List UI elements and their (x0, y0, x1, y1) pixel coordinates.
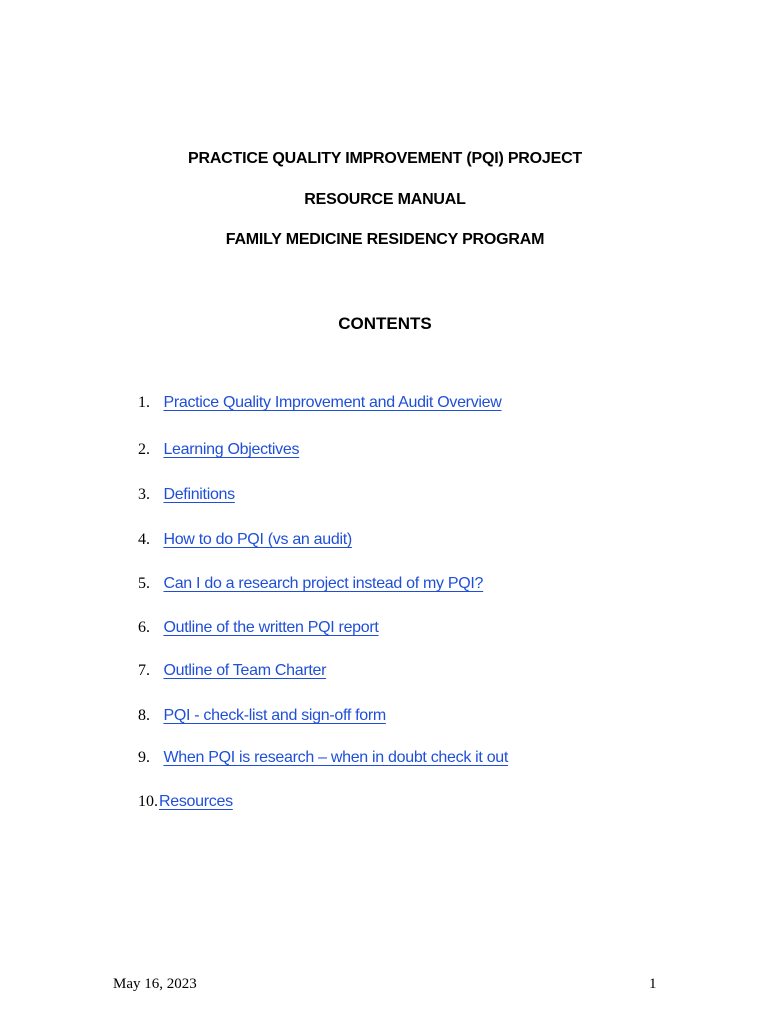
toc-item-6 (138, 619, 379, 637)
toc-link-definitions[interactable]: Definitions (163, 486, 235, 503)
toc-item-4 (138, 531, 352, 549)
toc-item-10 (138, 793, 233, 811)
toc-link-pqi-is-research[interactable]: When PQI is research – when in doubt check it out (163, 749, 509, 766)
title-line-3: FAMILY MEDICINE RESIDENCY PROGRAM (225, 231, 545, 248)
toc-item-9 (138, 749, 508, 767)
toc-item-5 (138, 575, 483, 593)
toc-number: 2. (138, 441, 150, 458)
toc-number: 4. (138, 531, 150, 548)
toc-number: 9. (138, 749, 150, 766)
toc-link-team-charter[interactable]: Outline of Team Charter (163, 662, 327, 679)
toc-link-learning-objectives[interactable]: Learning Objectives (163, 441, 300, 458)
toc-link-checklist-signoff[interactable]: PQI - check-list and sign-off form (163, 707, 386, 724)
toc-item-2 (138, 441, 299, 459)
toc-number: 8. (138, 707, 150, 724)
toc-link-overview[interactable]: Practice Quality Improvement and Audit Overview (163, 394, 502, 411)
toc-number: 5. (138, 575, 150, 592)
toc-link-written-report[interactable]: Outline of the written PQI report (163, 619, 379, 636)
title-line-2: RESOURCE MANUAL (304, 191, 466, 208)
toc-item-1 (138, 394, 502, 412)
title-line-1: PRACTICE QUALITY IMPROVEMENT (PQI) PROJECT (188, 150, 582, 167)
contents-heading: CONTENTS (338, 314, 432, 333)
toc-item-8 (138, 707, 386, 725)
toc-item-3 (138, 486, 235, 504)
toc-link-research-project[interactable]: Can I do a research project instead of my PQI? (163, 575, 484, 592)
toc-number: 1. (138, 394, 150, 411)
toc-link-resources[interactable]: Resources (159, 793, 233, 810)
page-number: 1 (649, 976, 657, 992)
toc-number: 10. (138, 793, 158, 810)
toc-number: 3. (138, 486, 150, 503)
toc-number: 6. (138, 619, 150, 636)
toc-number: 7. (138, 662, 150, 679)
toc-item-7 (138, 662, 326, 680)
footer-date: May 16, 2023 (113, 976, 197, 992)
toc-link-how-to-do-pqi[interactable]: How to do PQI (vs an audit) (163, 531, 352, 548)
